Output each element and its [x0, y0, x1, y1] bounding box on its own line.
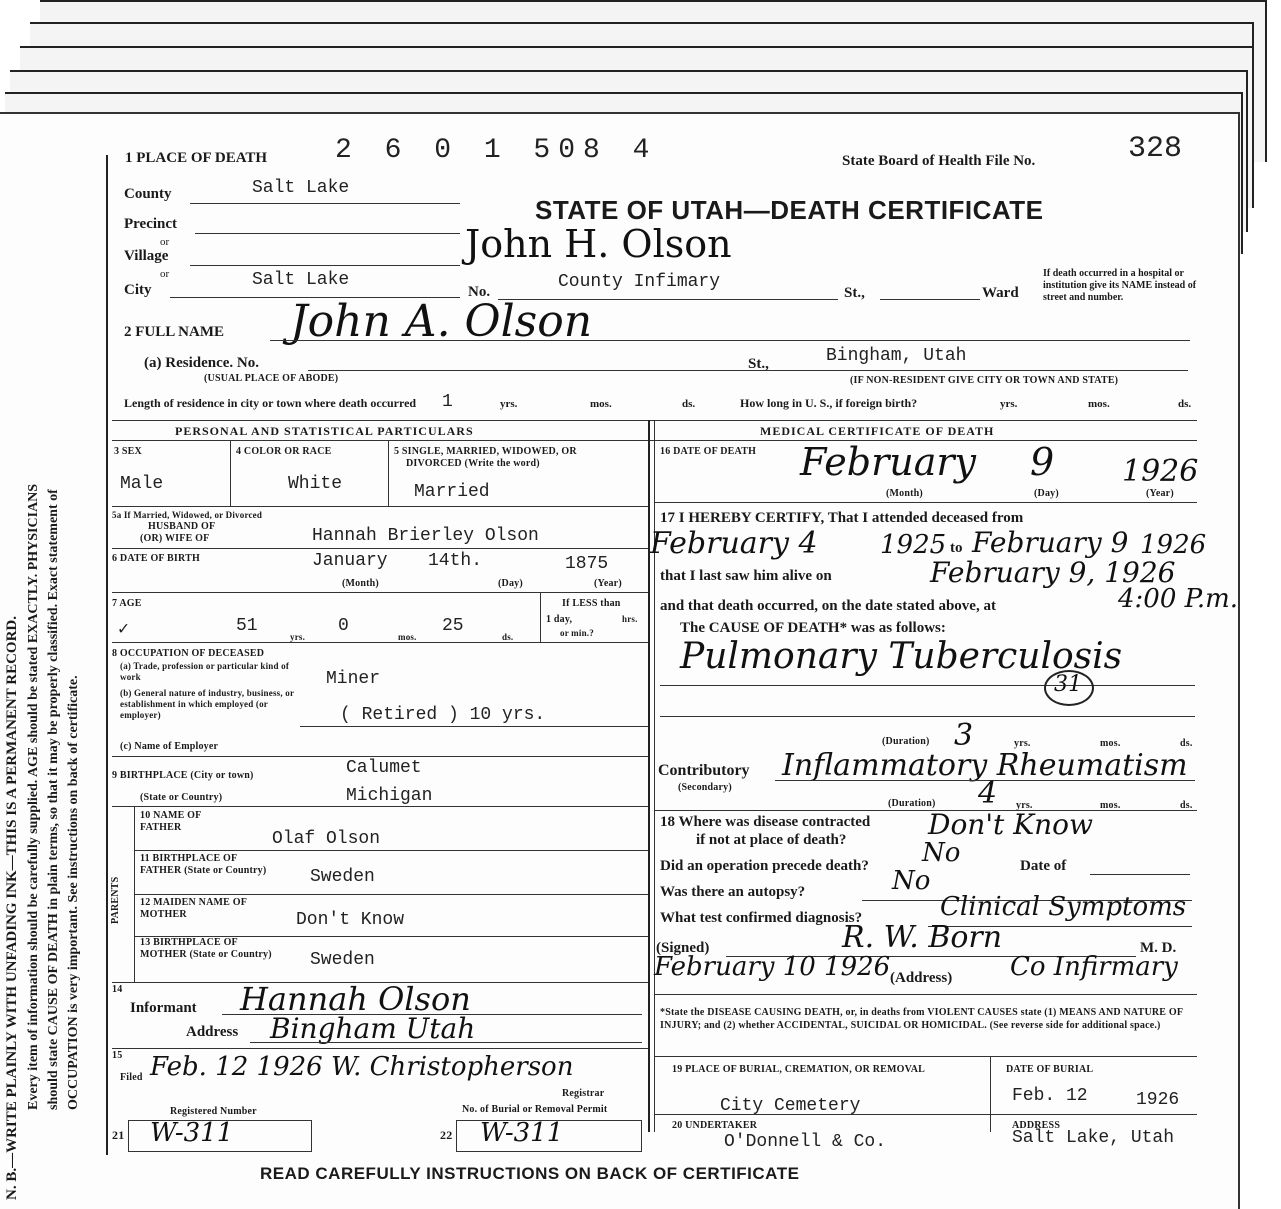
- undertaker-address-label: ADDRESS: [1012, 1120, 1061, 1131]
- filed-number: 15: [112, 1050, 123, 1061]
- yrs-caption: yrs.: [500, 398, 518, 410]
- dob-month: January: [312, 551, 388, 571]
- operation-label: Did an operation precede death?: [660, 858, 869, 874]
- contributory-value: Inflammatory Rheumatism: [782, 748, 1188, 783]
- date-of-death-year: 1926: [1122, 454, 1199, 489]
- mother-value: Don't Know: [296, 910, 405, 930]
- personal-section-title: PERSONAL AND STATISTICAL PARTICULARS: [175, 424, 474, 438]
- autopsy-value: No: [892, 866, 931, 896]
- birthplace-city: Calumet: [346, 758, 422, 778]
- burial-date-value: Feb. 12: [1012, 1086, 1088, 1106]
- full-name-line: [270, 340, 1190, 341]
- medical-section-title: MEDICAL CERTIFICATE OF DEATH: [760, 424, 995, 438]
- burial-permit-number: W-311: [480, 1118, 564, 1148]
- ward-note: If death occurred in a hospital or institution give its NAME instead of street and number.: [1043, 268, 1197, 303]
- spouse-label-3: (OR) WIFE OF: [140, 533, 210, 544]
- row-divider: [112, 548, 648, 549]
- father-value: Olaf Olson: [272, 829, 381, 849]
- spouse-label: 5a If Married, Widowed, or Divorced: [112, 510, 263, 520]
- mother-birthplace-label: 13 BIRTHPLACE OF MOTHER (State or Country): [140, 937, 272, 960]
- row-divider: [654, 810, 1197, 811]
- institution-value: County Infimary: [558, 272, 721, 292]
- county-value: Salt Lake: [252, 178, 350, 198]
- last-saw-value: February 9, 1926: [930, 556, 1176, 589]
- row-divider: [112, 756, 648, 757]
- dob-year: 1875: [565, 554, 609, 574]
- date-of-death-day: 9: [1030, 440, 1055, 484]
- autopsy-label: Was there an autopsy?: [660, 884, 806, 900]
- date-of-death-label: 16 DATE OF DEATH: [660, 446, 757, 457]
- attended-from-year: 1925: [880, 530, 947, 560]
- age-months: 0: [338, 616, 349, 636]
- form-left-border: [106, 155, 108, 1155]
- duration-mos: mos.: [1100, 800, 1121, 811]
- row-divider: [654, 1056, 1197, 1057]
- county-label: County: [124, 186, 172, 202]
- city-label: City: [124, 282, 152, 298]
- city-value: Salt Lake: [252, 270, 350, 290]
- registrar-label: Registrar: [562, 1088, 605, 1099]
- row-divider: [654, 1114, 1197, 1115]
- registered-number-field: 21: [112, 1128, 125, 1142]
- row-divider: [654, 502, 1197, 503]
- test-label: What test confirmed diagnosis?: [660, 910, 863, 926]
- contracted-label-2: if not at place of death?: [696, 832, 847, 848]
- occupation-line: [300, 726, 648, 727]
- age-months-caption: mos.: [398, 632, 417, 642]
- informant-address: Bingham Utah: [270, 1012, 476, 1045]
- burial-permit-label: No. of Burial or Removal Permit: [462, 1104, 608, 1115]
- sex-value: Male: [120, 474, 164, 494]
- birthplace-label: 9 BIRTHPLACE (City or town): [112, 770, 254, 781]
- filed-value: Feb. 12 1926 W. Christopherson: [150, 1052, 574, 1082]
- burial-place-value: City Cemetery: [720, 1096, 861, 1116]
- less-than-hrs: hrs.: [622, 614, 638, 624]
- certificate-title: STATE OF UTAH—DEATH CERTIFICATE: [535, 195, 1044, 225]
- attended-from: February 4: [650, 526, 818, 561]
- sex-label: 3 SEX: [114, 446, 142, 457]
- signer-address: Co Infirmary: [1010, 952, 1178, 982]
- occupation-a-label: (a) Trade, profession or particular kind of work: [120, 661, 290, 682]
- burial-date-year: 1926: [1136, 1090, 1180, 1110]
- duration-secondary: 4: [978, 776, 998, 811]
- spouse-value: Hannah Brierley Olson: [312, 526, 539, 546]
- dod-year-caption: (Year): [1146, 488, 1174, 499]
- age-days: 25: [442, 616, 464, 636]
- last-saw-label: that I last saw him alive on: [660, 568, 832, 584]
- birthplace-state: Michigan: [346, 786, 433, 806]
- date-of-label: Date of: [1020, 858, 1067, 874]
- residence-sub: (USUAL PLACE OF ABODE): [204, 373, 339, 384]
- operation-line: [1090, 874, 1190, 875]
- dob-day: 14th.: [428, 551, 483, 571]
- race-label: 4 COLOR OR RACE: [236, 446, 332, 457]
- industry-value: ( Retired ) 10 yrs.: [340, 705, 546, 725]
- race-value: White: [288, 474, 343, 494]
- street-line: [880, 299, 980, 300]
- spouse-label-2: HUSBAND OF: [148, 521, 216, 532]
- precinct-label: Precinct: [124, 216, 178, 232]
- burial-date-divider: [990, 1056, 991, 1132]
- dob-day-caption: (Day): [498, 578, 523, 589]
- cause-line: [660, 716, 1195, 717]
- occupation-value: Miner: [326, 669, 381, 689]
- burial-place-label: 19 PLACE OF BURIAL, CREMATION, OR REMOVAL: [672, 1064, 926, 1075]
- dob-year-caption: (Year): [594, 578, 622, 589]
- file-number-label: State Board of Health File No.: [842, 153, 1036, 169]
- ds-caption: ds.: [682, 398, 696, 410]
- cause-of-death: Pulmonary Tuberculosis: [680, 636, 1123, 677]
- ward-label: Ward: [982, 285, 1019, 301]
- marital-label: 5 SINGLE, MARRIED, WIDOWED, OR: [394, 446, 577, 457]
- ds-caption: ds.: [1178, 398, 1192, 410]
- row-divider: [112, 806, 648, 807]
- birthplace-state-label: (State or Country): [140, 792, 223, 803]
- attended-to: February 9: [972, 526, 1129, 559]
- father-birthplace: Sweden: [310, 867, 375, 887]
- residence-street-label: St.,: [748, 356, 769, 372]
- registered-number-label: Registered Number: [170, 1106, 257, 1117]
- cause-footnote: *State the DISEASE CAUSING DEATH, or, in deaths from VIOLENT CAUSES state (1) MEANS AND NATURE OF INJURY; and (2) whether ACCIDENTAL, SUICIDAL OR HOMICIDAL. (See reverse side for additional space.): [660, 1007, 1183, 1031]
- row-divider: [112, 1048, 648, 1049]
- row-divider: [112, 506, 648, 507]
- row-divider: [112, 642, 648, 643]
- burial-date-label: DATE OF BURIAL: [1006, 1064, 1094, 1075]
- death-time: 4:00 P.m.: [1118, 584, 1239, 614]
- age-less-divider: [540, 592, 541, 642]
- occupation-label: 8 OCCUPATION OF DECEASED: [112, 648, 265, 659]
- row-divider: [654, 994, 1197, 995]
- side-notice-line-3: should state CAUSE OF DEATH in plain terms, so that it may be properly classified. Exact statement of: [46, 489, 61, 1110]
- informant-value: Hannah Olson: [240, 980, 471, 1018]
- attended-to-year: 1926: [1140, 530, 1207, 560]
- cause-line: [660, 685, 1195, 686]
- mos-caption: mos.: [590, 398, 612, 410]
- informant-label: Informant: [130, 1000, 197, 1016]
- duration-ds: ds.: [1180, 800, 1193, 811]
- less-than-day: 1 day,: [546, 614, 573, 625]
- contributory-label: Contributory: [658, 762, 750, 779]
- signed-value: R. W. Born: [842, 920, 1003, 955]
- cause-label: The CAUSE OF DEATH* was as follows:: [680, 620, 946, 636]
- duration-label: (Duration): [888, 798, 936, 809]
- village-label: Village: [124, 248, 169, 264]
- duration-ds: ds.: [1180, 738, 1193, 749]
- dod-day-caption: (Day): [1034, 488, 1059, 499]
- undertaker-label: 20 UNDERTAKER: [672, 1120, 758, 1131]
- dod-month-caption: (Month): [886, 488, 923, 499]
- occupation-b-label: (b) General nature of industry, business, or establishment in which employed (or employer): [120, 688, 294, 720]
- parents-label: PARENTS: [110, 876, 121, 924]
- precinct-line: [195, 233, 460, 234]
- duration-label: (Duration): [882, 736, 930, 747]
- operation-value: No: [922, 838, 961, 868]
- full-name-value: John A. Olson: [290, 296, 593, 347]
- signer-address-label: (Address): [890, 970, 953, 986]
- mother-birthplace: Sweden: [310, 950, 375, 970]
- race-marital-divider: [388, 440, 389, 506]
- employer-label: (c) Name of Employer: [120, 741, 219, 752]
- age-days-caption: ds.: [502, 632, 514, 642]
- death-time-label: and that death occurred, on the date stated above, at: [660, 598, 996, 614]
- village-line: [190, 265, 460, 266]
- sex-race-divider: [230, 440, 231, 506]
- undertaker-value: O'Donnell & Co.: [724, 1132, 887, 1152]
- informant-address-label: Address: [186, 1024, 239, 1040]
- cause-code: 31: [1054, 672, 1082, 697]
- father-birthplace-label: 11 BIRTHPLACE OF FATHER (State or Country): [140, 853, 267, 876]
- undertaker-address: Salt Lake, Utah: [1012, 1128, 1175, 1148]
- foreign-birth-label: How long in U. S., if foreign birth?: [740, 396, 918, 410]
- row-divider: [134, 850, 648, 851]
- nonresident-note: (IF NON-RESIDENT GIVE CITY OR TOWN AND STATE): [850, 375, 1119, 386]
- yrs-caption: yrs.: [1000, 398, 1018, 410]
- full-name-label: 2 FULL NAME: [124, 324, 225, 340]
- mos-caption: mos.: [1088, 398, 1110, 410]
- dob-month-caption: (Month): [342, 578, 379, 589]
- row-divider: [134, 894, 648, 895]
- md-label: M. D.: [1140, 940, 1177, 956]
- duration-primary: 3: [954, 718, 974, 753]
- registered-number: W-311: [150, 1118, 234, 1148]
- marital-value: Married: [414, 482, 490, 502]
- informant-address-line: [250, 1042, 642, 1043]
- contributory-sub: (Secondary): [678, 782, 732, 793]
- certify-label: 17 I HEREBY CERTIFY, That I attended deceased from: [660, 510, 1024, 526]
- footer-instructions: READ CAREFULLY INSTRUCTIONS ON BACK OF CERTIFICATE: [260, 1164, 800, 1183]
- county-line: [190, 203, 460, 204]
- residence-value: Bingham, Utah: [826, 346, 967, 366]
- less-than-label: If LESS than: [562, 598, 621, 609]
- duration-yrs: yrs.: [1016, 800, 1033, 811]
- date-of-death-month: February: [800, 440, 977, 484]
- burial-permit-field: 22: [440, 1128, 453, 1142]
- age-years-caption: yrs.: [290, 632, 306, 642]
- contracted-value: Don't Know: [928, 808, 1093, 841]
- duration-mos: mos.: [1100, 738, 1121, 749]
- father-label: 10 NAME OF FATHER: [140, 810, 202, 833]
- age-years: 51: [236, 616, 258, 636]
- less-than-min: or min.?: [560, 628, 594, 638]
- signed-label: (Signed): [656, 940, 710, 956]
- number-label: No.: [468, 284, 491, 300]
- age-check: ✓: [118, 620, 129, 640]
- age-label: 7 AGE: [112, 598, 142, 609]
- informant-number: 14: [112, 984, 123, 995]
- file-number: 328: [1128, 132, 1183, 166]
- marital-label-2: DIVORCED (Write the word): [406, 458, 540, 469]
- register-stamp: 2 6 0 1 508 4: [335, 135, 658, 166]
- duration-yrs: yrs.: [1014, 738, 1031, 749]
- side-notice-line-4: OCCUPATION is very important. See instructions on back of certificate.: [66, 675, 81, 1110]
- or-label: or: [160, 236, 170, 248]
- contracted-label: 18 Where was disease contracted: [660, 814, 871, 830]
- dob-label: 6 DATE OF BIRTH: [112, 553, 200, 564]
- filed-label: Filed: [120, 1072, 143, 1083]
- attended-to-label: to: [950, 540, 963, 556]
- mother-label: 12 MAIDEN NAME OF MOTHER: [140, 897, 247, 920]
- residence-label: (a) Residence. No.: [144, 355, 259, 371]
- street-label: St.,: [844, 285, 865, 301]
- test-value: Clinical Symptoms: [940, 892, 1187, 922]
- side-notice-line-1: N. B.—WRITE PLAINLY WITH UNFADING INK—THIS IS A PERMANENT RECORD.: [4, 616, 20, 1200]
- place-of-death-label: 1 PLACE OF DEATH: [125, 150, 268, 166]
- length-of-residence-value: 1: [442, 392, 453, 412]
- signed-date: February 10 1926: [654, 952, 891, 982]
- side-notice-line-2: Every item of information should be carefully supplied. AGE should be stated EXACTLY. PHYSICIANS: [26, 483, 41, 1110]
- row-divider: [112, 592, 648, 593]
- length-of-residence-label: Length of residence in city or town where death occurred: [124, 396, 417, 410]
- or-label: or: [160, 268, 170, 280]
- name-heading: John H. Olson: [465, 222, 732, 266]
